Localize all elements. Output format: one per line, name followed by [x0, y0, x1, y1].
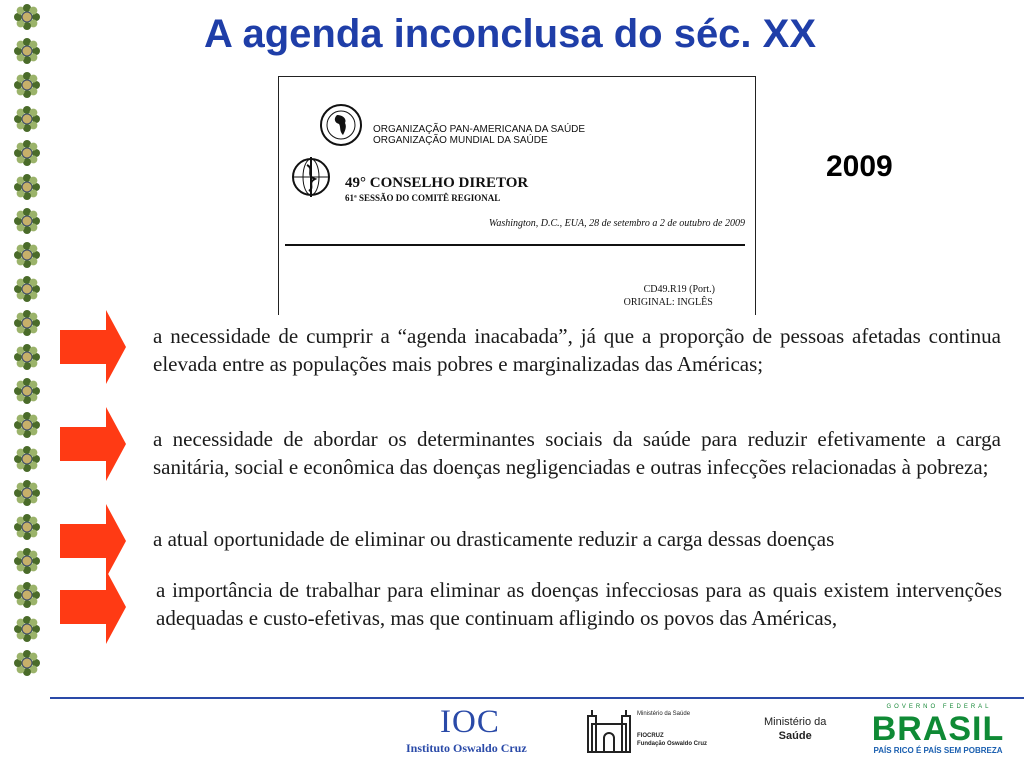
- arrow-right-icon: [60, 310, 126, 384]
- session-title: 61ª SESSÃO DO COMITÊ REGIONAL: [345, 193, 501, 203]
- fiocruz-label: [637, 710, 707, 748]
- brasil-logo: BRASIL: [871, 710, 1005, 748]
- ornament-icon: [4, 240, 50, 270]
- footer-divider: [50, 697, 1024, 699]
- ornament-icon: [4, 104, 50, 134]
- document-place-dates: Washington, D.C., EUA, 28 de setembro a 2 de outubro de 2009: [488, 218, 745, 229]
- brasil-slogan: PAÍS RICO É PAÍS SEM POBREZA: [873, 746, 1003, 755]
- document-scan: [278, 76, 756, 315]
- arrow-right-icon: [60, 407, 126, 481]
- year-label: 2009: [826, 150, 893, 183]
- ornament-icon: [4, 410, 50, 440]
- ornament-icon: [4, 478, 50, 508]
- ministry-line-2: Saúde: [778, 730, 812, 742]
- clause-infectious-diseases: a importância de trabalhar para eliminar as doenças infecciosas para as quais existem intervenções adequadas e custo-efetivas, mas que continuam afligindo os povos das Américas,: [156, 578, 1002, 630]
- ornament-icon: [4, 172, 50, 202]
- ornament-icon: [4, 138, 50, 168]
- who-emblem-icon: [289, 155, 333, 199]
- ornament-icon: [4, 614, 50, 644]
- ornament-icon: [4, 70, 50, 100]
- federal-government-label: GOVERNO FEDERAL: [886, 704, 992, 710]
- ministry-line-1: Ministério da: [764, 716, 827, 728]
- fiocruz-name: FIOCRUZ: [637, 733, 664, 739]
- ornament-icon: [4, 2, 50, 32]
- slide-title: A agenda inconclusa do séc. XX: [203, 12, 817, 56]
- document-original-language: ORIGINAL: INGLÊS: [623, 297, 713, 308]
- arrow-right-icon: [60, 504, 126, 578]
- ornament-icon: [4, 648, 50, 678]
- ministry-of-health-label: [764, 715, 826, 743]
- ornament-strip: [0, 0, 54, 700]
- org-line-1: ORGANIZAÇÃO PAN-AMERICANA DA SAÚDE: [373, 124, 586, 135]
- org-line-2: ORGANIZAÇÃO MUNDIAL DA SAÚDE: [373, 135, 548, 146]
- ornament-icon: [4, 444, 50, 474]
- ornament-icon: [4, 206, 50, 236]
- fiocruz-full-name: Fundação Oswaldo Cruz: [637, 741, 708, 747]
- document-divider: [285, 244, 745, 246]
- ornament-icon: [4, 376, 50, 406]
- document-code: [624, 283, 715, 309]
- fiocruz-castle-icon: [586, 706, 632, 754]
- ornament-icon: [4, 308, 50, 338]
- arrow-right-icon: [60, 570, 126, 644]
- ornament-icon: [4, 36, 50, 66]
- document-code-number: CD49.R19 (Port.): [643, 284, 715, 295]
- council-title: 49° CONSELHO DIRETOR: [345, 175, 529, 191]
- ornament-icon: [4, 274, 50, 304]
- ornament-icon: [4, 512, 50, 542]
- clause-unfinished-agenda: a necessidade de cumprir a “agenda inacabada”, já que a proporção de pessoas afetadas continua elevada entre as populações mais pobres e marginalizadas das Américas;: [153, 324, 1001, 376]
- ornament-icon: [4, 546, 50, 576]
- ornament-icon: [4, 580, 50, 610]
- ornament-icon: [4, 342, 50, 372]
- paho-emblem-icon: [319, 103, 363, 147]
- organization-names: [373, 124, 585, 146]
- clause-elimination-opportunity: a atual oportunidade de eliminar ou drasticamente reduzir a carga dessas doenças: [153, 527, 835, 551]
- fiocruz-ministry: Ministério da Saúde: [637, 711, 691, 717]
- ioc-name: Instituto Oswaldo Cruz: [406, 741, 527, 755]
- ioc-logo: IOC: [440, 704, 500, 740]
- clause-social-determinants: a necessidade de abordar os determinantes sociais da saúde para reduzir efetivamente a carga sanitária, social e econômica das doenças negligenciadas e outras infecções relacionadas à pobreza;: [153, 427, 1001, 479]
